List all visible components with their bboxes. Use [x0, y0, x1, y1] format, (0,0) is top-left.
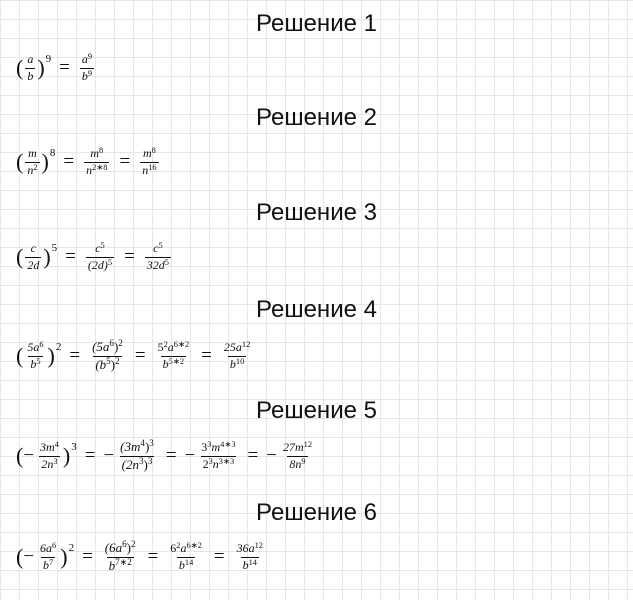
fraction: $\frac{3m^4}{2n^3}$ — [40, 439, 59, 471]
fraction: $\frac{m^8}{n^{16}}$ — [142, 145, 157, 177]
solution-6-title: Решение 6 — [256, 499, 377, 526]
fraction: $\frac{(6a^6)^2}{b^{7∗2}}$ — [104, 539, 136, 573]
solution-3-title: Решение 3 — [256, 199, 377, 226]
equation-3: ( $\frac{c}{2d}$ ) 5 = $\frac{c^5}{(2d)^5}$ = $\frac{c^5}{32d^5}$ — [16, 240, 169, 272]
fraction: $\frac{5a^6}{b^5}$ — [27, 339, 44, 371]
fraction: $\frac{c}{2d}$ — [27, 240, 40, 272]
solution-1-title: Решение 1 — [256, 10, 377, 37]
equation-5: ( − $\frac{3m^4}{2n^3}$ ) 3 = − $\frac{(3m^4)^3}{(2n^3)^3}$ = − $\frac{3^3m^{4∗3}}{2^3n^{3∗3}}$ = − $\frac{27m^{12}}{8n^9}$ — [16, 438, 313, 472]
fraction: $\frac{(5a^6)^2}{(b^5)^2}$ — [92, 338, 123, 372]
solution-5-title: Решение 5 — [256, 397, 377, 424]
fraction: $\frac{36a^{12}}{b^{14}}$ — [236, 540, 263, 572]
fraction: $\frac{a}{b}$ — [27, 51, 34, 83]
fraction: $\frac{c^5}{32d^5}$ — [146, 240, 169, 272]
fraction: $\frac{3^3m^{4∗3}}{2^3n^{3∗3}}$ — [201, 439, 236, 471]
fraction: $\frac{6a^6}{b^7}$ — [40, 540, 57, 572]
fraction: $\frac{25a^{12}}{b^{10}}$ — [223, 339, 251, 371]
equation-4: ( $\frac{5a^6}{b^5}$ ) 2 = $\frac{(5a^6)^2}{(b^5)^2}$ = $\frac{5^2a^{6∗2}}{b^{5∗2}}$ = $\frac{25a^{12}}{b^{10}}$ — [16, 338, 251, 372]
fraction: $\frac{m^8}{n^{2∗8}}$ — [86, 145, 108, 177]
fraction: $\frac{5^2a^{6∗2}}{b^{5∗2}}$ — [157, 339, 190, 371]
fraction: $\frac{27m^{12}}{8n^9}$ — [282, 439, 313, 471]
fraction: $\frac{6^2a^{6∗2}}{b^{14}}$ — [170, 540, 202, 572]
solution-4-title: Решение 4 — [256, 296, 377, 323]
solution-2-title: Решение 2 — [256, 104, 377, 131]
equation-1: ( $\frac{a}{b}$ ) 9 = $\frac{a^9}{b^9}$ — [16, 51, 93, 83]
equation-2: ( $\frac{m}{n^2}$ ) 8 = $\frac{m^8}{n^{2∗8}}$ = $\frac{m^8}{n^{16}}$ — [16, 145, 157, 177]
fraction: $\frac{m}{n^2}$ — [27, 145, 38, 177]
fraction: $\frac{(3m^4)^3}{(2n^3)^3}$ — [120, 438, 154, 472]
equation-6: ( − $\frac{6a^6}{b^7}$ ) 2 = $\frac{(6a^6)^2}{b^{7∗2}}$ = $\frac{6^2a^{6∗2}}{b^{14}}$ = $\frac{36a^{12}}{b^{14}}$ — [16, 539, 263, 573]
fraction: $\frac{a^9}{b^9}$ — [81, 51, 93, 83]
fraction: $\frac{c^5}{(2d)^5}$ — [87, 240, 113, 272]
